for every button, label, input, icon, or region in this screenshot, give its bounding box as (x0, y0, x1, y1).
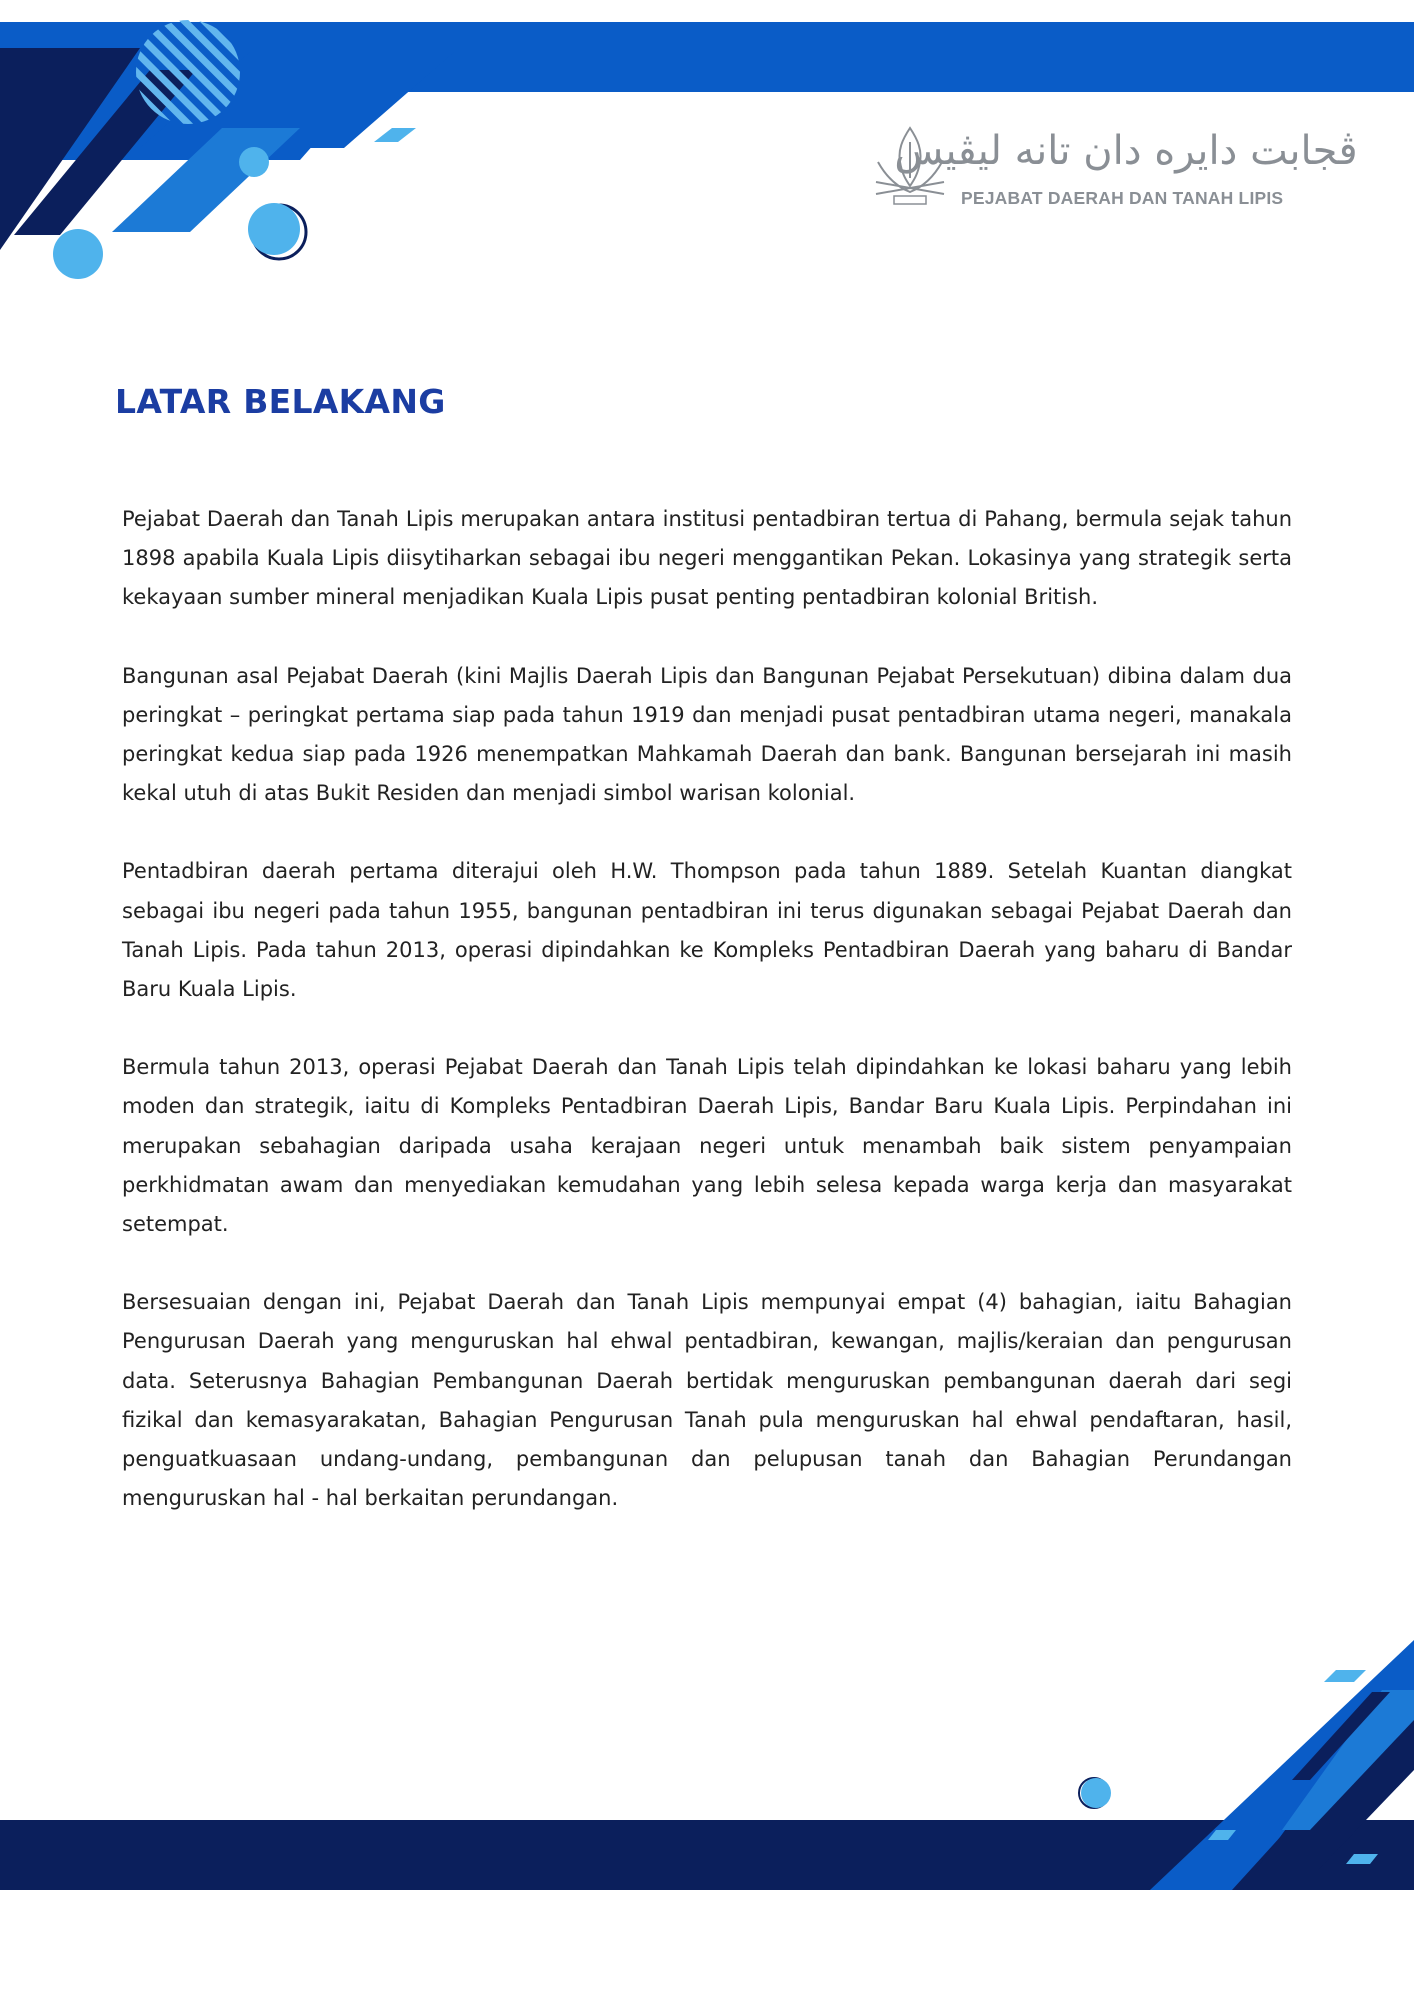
org-name: PEJABAT DAERAH DAN TANAH LIPIS (961, 188, 1284, 208)
paragraph: Pentadbiran daerah pertama diterajui oleh H.W. Thompson pada tahun 1889. Setelah Kuantan diangkat sebagai ibu negeri pada tahun 1955, bangunan pentadbiran ini terus digunakan sebagai Pejabat Daerah dan Tanah Lipis. Pada tahun 2013, operasi dipindahkan ke Kompleks Pentadbiran Daerah yang baharu di Bandar Baru Kuala Lipis. (122, 859, 1292, 1002)
light-dash-shape (374, 128, 416, 142)
paragraph: Bangunan asal Pejabat Daerah (kini Majlis Daerah Lipis dan Bangunan Pejabat Persekutuan) dibina dalam dua peringkat – peringkat pertama siap pada tahun 1919 dan menjadi pusat pentadbiran utama negeri, manakala peringkat kedua siap pada 1926 menempatkan Mahkamah Daerah dan bank. Bangunan bersejarah ini masih kekal utuh di atas Bukit Residen dan menjadi simbol warisan kolonial. (122, 663, 1292, 806)
light-dot (1081, 1778, 1111, 1808)
light-dot (239, 147, 269, 177)
document-body (122, 500, 1292, 1557)
striped-circle (136, 20, 240, 124)
light-dot (53, 229, 103, 279)
paragraph: Bersesuaian dengan ini, Pejabat Daerah dan Tanah Lipis mempunyai empat (4) bahagian, iaitu Bahagian Pengurusan Daerah yang menguruskan hal ehwal pentadbiran, kewangan, majlis/keraian dan pengurusan data. Seterusnya Bahagian Pembangunan Daerah bertidak menguruskan pembangunan daerah dari segi fizikal dan kemasyarakatan, Bahagian Pengurusan Tanah pula menguruskan hal ehwal pendaftaran, hasil, penguatkuasaan undang-undang, pembangunan dan pelupusan tanah dan Bahagian Perundangan menguruskan hal - hal berkaitan perundangan. (122, 1290, 1292, 1511)
light-dash-shape (1324, 1670, 1366, 1682)
jawi-logotype (894, 118, 1358, 180)
paragraph: Pejabat Daerah dan Tanah Lipis merupakan antara institusi pentadbiran tertua di Pahang, bermula sejak tahun 1898 apabila Kuala Lipis diisytiharkan sebagai ibu negeri menggantikan Pekan. Lokasinya yang strategik serta kekayaan sumber mineral menjadikan Kuala Lipis pusat penting pentadbiran kolonial British. (122, 507, 1292, 610)
org-logo (872, 118, 1358, 214)
jawi-logotype-text: ڤجابت دايره دان تانه ليڤيس (894, 128, 1358, 174)
page-title: LATAR BELAKANG (115, 382, 446, 421)
light-dot-large (248, 203, 300, 255)
paragraph: Bermula tahun 2013, operasi Pejabat Daerah dan Tanah Lipis telah dipindahkan ke lokasi baharu yang lebih moden dan strategik, iaitu di Kompleks Pentadbiran Daerah Lipis, Bandar Baru Kuala Lipis. Perpindahan ini merupakan sebahagian daripada usaha kerajaan negeri untuk menambah baik sistem penyampaian perkhidmatan awam dan menyediakan kemudahan yang lebih selesa kepada warga kerja dan masyarakat setempat. (122, 1055, 1292, 1237)
